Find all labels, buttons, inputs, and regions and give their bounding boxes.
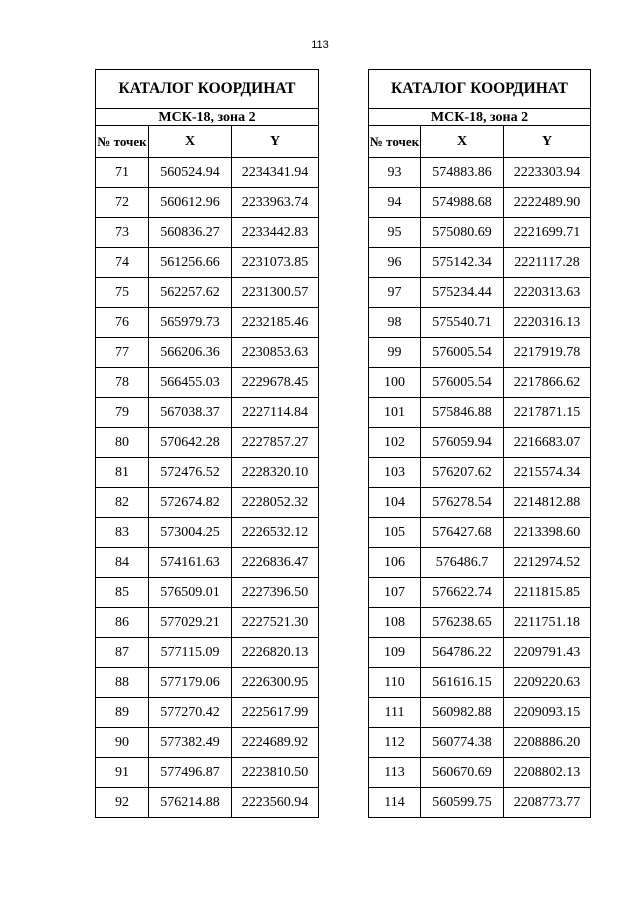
table-row: [369, 218, 591, 248]
table-row: [96, 578, 319, 608]
table-row: [96, 338, 319, 368]
x-coordinate-cell: 576509.01: [149, 578, 232, 608]
catalog-title: КАТАЛОГ КООРДИНАТ: [96, 70, 319, 109]
x-coordinate-cell: 560670.69: [421, 758, 504, 788]
y-coordinate-cell: 2227857.27: [232, 428, 319, 458]
x-coordinate-cell: 576214.88: [149, 788, 232, 818]
point-number-cell: 80: [96, 428, 149, 458]
x-coordinate-cell: 566206.36: [149, 338, 232, 368]
x-coordinate-cell: 562257.62: [149, 278, 232, 308]
point-number-cell: 72: [96, 188, 149, 218]
x-coordinate-cell: 560982.88: [421, 698, 504, 728]
point-number-cell: 89: [96, 698, 149, 728]
table-row: [96, 668, 319, 698]
y-coordinate-cell: 2228052.32: [232, 488, 319, 518]
y-coordinate-cell: 2229678.45: [232, 368, 319, 398]
catalog-title: КАТАЛОГ КООРДИНАТ: [369, 70, 591, 109]
point-number-cell: 94: [369, 188, 421, 218]
y-coordinate-cell: 2211751.18: [504, 608, 591, 638]
table-row: [96, 158, 319, 188]
header-y: Y: [504, 126, 591, 158]
y-coordinate-cell: 2230853.63: [232, 338, 319, 368]
page-number: 113: [311, 39, 329, 51]
y-coordinate-cell: 2217919.78: [504, 338, 591, 368]
y-coordinate-cell: 2223810.50: [232, 758, 319, 788]
y-coordinate-cell: 2227521.30: [232, 608, 319, 638]
point-number-cell: 71: [96, 158, 149, 188]
y-coordinate-cell: 2208886.20: [504, 728, 591, 758]
table-row: [96, 638, 319, 668]
point-number-cell: 90: [96, 728, 149, 758]
point-number-cell: 92: [96, 788, 149, 818]
table-row: [96, 248, 319, 278]
x-coordinate-cell: 575846.88: [421, 398, 504, 428]
table-row: [369, 488, 591, 518]
table-row: [96, 278, 319, 308]
y-coordinate-cell: 2226300.95: [232, 668, 319, 698]
catalog-subtitle: МСК-18, зона 2: [96, 109, 319, 126]
table-row: [369, 368, 591, 398]
y-coordinate-cell: 2222489.90: [504, 188, 591, 218]
coordinate-catalog-table-right: [368, 69, 591, 818]
y-coordinate-cell: 2221699.71: [504, 218, 591, 248]
x-coordinate-cell: 576622.74: [421, 578, 504, 608]
table-row: [369, 758, 591, 788]
table-row: [369, 428, 591, 458]
point-number-cell: 78: [96, 368, 149, 398]
x-coordinate-cell: 577382.49: [149, 728, 232, 758]
point-number-cell: 103: [369, 458, 421, 488]
table-row: [369, 188, 591, 218]
y-coordinate-cell: 2226820.13: [232, 638, 319, 668]
point-number-cell: 99: [369, 338, 421, 368]
y-coordinate-cell: 2209791.43: [504, 638, 591, 668]
table-row: [369, 578, 591, 608]
point-number-cell: 77: [96, 338, 149, 368]
x-coordinate-cell: 576059.94: [421, 428, 504, 458]
point-number-cell: 73: [96, 218, 149, 248]
point-number-cell: 75: [96, 278, 149, 308]
table-row: [369, 398, 591, 428]
x-coordinate-cell: 560836.27: [149, 218, 232, 248]
point-number-cell: 97: [369, 278, 421, 308]
point-number-cell: 79: [96, 398, 149, 428]
point-number-cell: 96: [369, 248, 421, 278]
y-coordinate-cell: 2217866.62: [504, 368, 591, 398]
y-coordinate-cell: 2211815.85: [504, 578, 591, 608]
point-number-cell: 113: [369, 758, 421, 788]
point-number-cell: 114: [369, 788, 421, 818]
y-coordinate-cell: 2221117.28: [504, 248, 591, 278]
x-coordinate-cell: 576278.54: [421, 488, 504, 518]
point-number-cell: 110: [369, 668, 421, 698]
table-row: [369, 668, 591, 698]
table-row: [96, 698, 319, 728]
x-coordinate-cell: 576207.62: [421, 458, 504, 488]
point-number-cell: 85: [96, 578, 149, 608]
x-coordinate-cell: 574161.63: [149, 548, 232, 578]
point-number-cell: 76: [96, 308, 149, 338]
x-coordinate-cell: 577029.21: [149, 608, 232, 638]
table-row: [96, 458, 319, 488]
y-coordinate-cell: 2209220.63: [504, 668, 591, 698]
x-coordinate-cell: 567038.37: [149, 398, 232, 428]
x-coordinate-cell: 560774.38: [421, 728, 504, 758]
x-coordinate-cell: 572674.82: [149, 488, 232, 518]
table-row: [369, 728, 591, 758]
point-number-cell: 83: [96, 518, 149, 548]
x-coordinate-cell: 572476.52: [149, 458, 232, 488]
x-coordinate-cell: 576005.54: [421, 338, 504, 368]
point-number-cell: 84: [96, 548, 149, 578]
x-coordinate-cell: 561256.66: [149, 248, 232, 278]
table-row: [369, 518, 591, 548]
x-coordinate-cell: 566455.03: [149, 368, 232, 398]
point-number-cell: 91: [96, 758, 149, 788]
point-number-cell: 98: [369, 308, 421, 338]
point-number-cell: 104: [369, 488, 421, 518]
y-coordinate-cell: 2224689.92: [232, 728, 319, 758]
table-row: [96, 488, 319, 518]
x-coordinate-cell: 564786.22: [421, 638, 504, 668]
x-coordinate-cell: 560612.96: [149, 188, 232, 218]
point-number-cell: 81: [96, 458, 149, 488]
x-coordinate-cell: 576005.54: [421, 368, 504, 398]
header-x: X: [421, 126, 504, 158]
y-coordinate-cell: 2225617.99: [232, 698, 319, 728]
table-row: [96, 218, 319, 248]
x-coordinate-cell: 560524.94: [149, 158, 232, 188]
y-coordinate-cell: 2216683.07: [504, 428, 591, 458]
x-coordinate-cell: 575540.71: [421, 308, 504, 338]
table-row: [96, 758, 319, 788]
x-coordinate-cell: 560599.75: [421, 788, 504, 818]
point-number-cell: 74: [96, 248, 149, 278]
y-coordinate-cell: 2214812.88: [504, 488, 591, 518]
table-row: [96, 188, 319, 218]
coordinate-catalog-table-left: [95, 69, 319, 818]
header-point-number: № точек: [96, 126, 149, 158]
catalog-subtitle: МСК-18, зона 2: [369, 109, 591, 126]
table-row: [96, 788, 319, 818]
x-coordinate-cell: 577179.06: [149, 668, 232, 698]
x-coordinate-cell: 575142.34: [421, 248, 504, 278]
y-coordinate-cell: 2217871.15: [504, 398, 591, 428]
point-number-cell: 109: [369, 638, 421, 668]
point-number-cell: 88: [96, 668, 149, 698]
x-coordinate-cell: 561616.15: [421, 668, 504, 698]
table-row: [369, 158, 591, 188]
header-y: Y: [232, 126, 319, 158]
point-number-cell: 101: [369, 398, 421, 428]
point-number-cell: 100: [369, 368, 421, 398]
y-coordinate-cell: 2208802.13: [504, 758, 591, 788]
point-number-cell: 108: [369, 608, 421, 638]
table-row: [96, 548, 319, 578]
point-number-cell: 107: [369, 578, 421, 608]
table-row: [369, 698, 591, 728]
table-row: [96, 368, 319, 398]
point-number-cell: 106: [369, 548, 421, 578]
table-row: [369, 638, 591, 668]
point-number-cell: 87: [96, 638, 149, 668]
y-coordinate-cell: 2227396.50: [232, 578, 319, 608]
table-row: [369, 548, 591, 578]
point-number-cell: 95: [369, 218, 421, 248]
x-coordinate-cell: 573004.25: [149, 518, 232, 548]
y-coordinate-cell: 2231073.85: [232, 248, 319, 278]
y-coordinate-cell: 2226836.47: [232, 548, 319, 578]
y-coordinate-cell: 2232185.46: [232, 308, 319, 338]
x-coordinate-cell: 577496.87: [149, 758, 232, 788]
table-row: [96, 308, 319, 338]
x-coordinate-cell: 570642.28: [149, 428, 232, 458]
table-row: [96, 398, 319, 428]
table-row: [369, 788, 591, 818]
y-coordinate-cell: 2231300.57: [232, 278, 319, 308]
x-coordinate-cell: 576238.65: [421, 608, 504, 638]
y-coordinate-cell: 2226532.12: [232, 518, 319, 548]
y-coordinate-cell: 2209093.15: [504, 698, 591, 728]
y-coordinate-cell: 2220313.63: [504, 278, 591, 308]
y-coordinate-cell: 2234341.94: [232, 158, 319, 188]
point-number-cell: 111: [369, 698, 421, 728]
x-coordinate-cell: 575080.69: [421, 218, 504, 248]
x-coordinate-cell: 574883.86: [421, 158, 504, 188]
header-point-number: № точек: [369, 126, 421, 158]
table-row: [369, 458, 591, 488]
point-number-cell: 86: [96, 608, 149, 638]
table-row: [369, 338, 591, 368]
x-coordinate-cell: 565979.73: [149, 308, 232, 338]
point-number-cell: 112: [369, 728, 421, 758]
y-coordinate-cell: 2212974.52: [504, 548, 591, 578]
y-coordinate-cell: 2228320.10: [232, 458, 319, 488]
point-number-cell: 105: [369, 518, 421, 548]
y-coordinate-cell: 2227114.84: [232, 398, 319, 428]
table-row: [96, 518, 319, 548]
y-coordinate-cell: 2213398.60: [504, 518, 591, 548]
x-coordinate-cell: 576486.7: [421, 548, 504, 578]
y-coordinate-cell: 2223303.94: [504, 158, 591, 188]
header-x: X: [149, 126, 232, 158]
x-coordinate-cell: 575234.44: [421, 278, 504, 308]
x-coordinate-cell: 577270.42: [149, 698, 232, 728]
table-row: [96, 608, 319, 638]
y-coordinate-cell: 2223560.94: [232, 788, 319, 818]
y-coordinate-cell: 2220316.13: [504, 308, 591, 338]
table-row: [369, 308, 591, 338]
y-coordinate-cell: 2215574.34: [504, 458, 591, 488]
x-coordinate-cell: 577115.09: [149, 638, 232, 668]
table-row: [369, 278, 591, 308]
point-number-cell: 82: [96, 488, 149, 518]
point-number-cell: 93: [369, 158, 421, 188]
y-coordinate-cell: 2233442.83: [232, 218, 319, 248]
table-row: [96, 728, 319, 758]
x-coordinate-cell: 576427.68: [421, 518, 504, 548]
table-row: [96, 428, 319, 458]
table-row: [369, 608, 591, 638]
y-coordinate-cell: 2233963.74: [232, 188, 319, 218]
y-coordinate-cell: 2208773.77: [504, 788, 591, 818]
table-row: [369, 248, 591, 278]
x-coordinate-cell: 574988.68: [421, 188, 504, 218]
point-number-cell: 102: [369, 428, 421, 458]
